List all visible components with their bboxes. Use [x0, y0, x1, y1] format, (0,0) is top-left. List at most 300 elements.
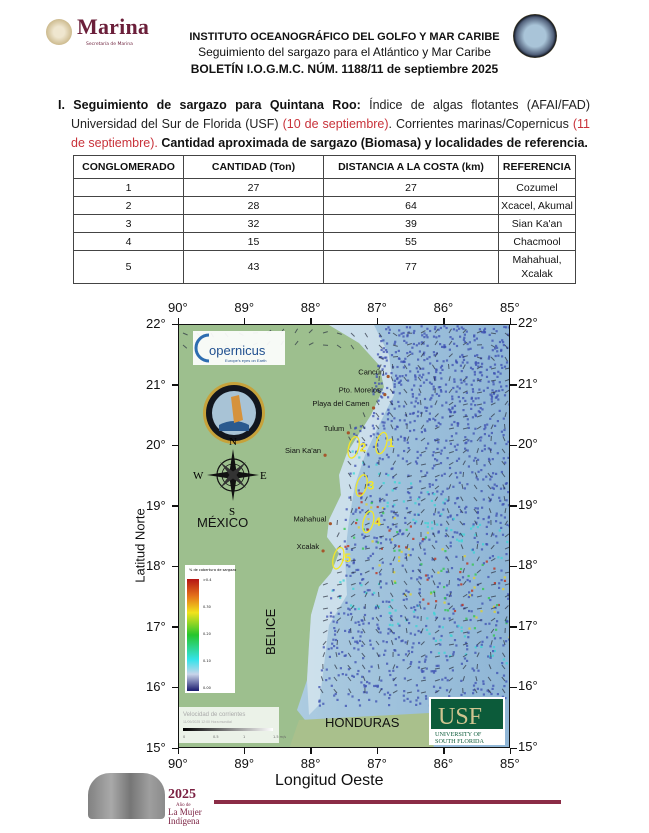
sargassum-pixel: [403, 500, 405, 502]
sargassum-pixel: [429, 413, 431, 415]
sargassum-pixel: [441, 404, 443, 406]
sargassum-map: [178, 324, 510, 748]
sargassum-pixel: [445, 391, 447, 393]
sargassum-pixel: [499, 529, 501, 531]
sargassum-pixel: [388, 601, 390, 603]
sargassum-pixel: [381, 396, 383, 398]
sargassum-pixel: [431, 394, 433, 396]
sargassum-pixel: [460, 694, 462, 696]
sargassum-pixel: [353, 676, 355, 678]
sargassum-pixel: [459, 336, 461, 338]
sargassum-pixel: [495, 624, 497, 626]
sargassum-pixel: [330, 615, 332, 617]
sargassum-pixel: [477, 526, 479, 528]
sargassum-pixel: [427, 443, 429, 445]
sargassum-pixel: [391, 354, 393, 356]
sargassum-pixel: [382, 458, 384, 460]
sargassum-pixel: [506, 662, 508, 664]
sargassum-pixel: [350, 473, 352, 475]
sargassum-pixel: [474, 457, 476, 459]
sargassum-pixel: [463, 337, 465, 339]
sargassum-pixel: [443, 586, 445, 588]
sargassum-pixel: [349, 609, 351, 611]
sargassum-pixel: [498, 390, 500, 392]
sargassum-pixel: [360, 573, 362, 575]
sargassum-pixel: [504, 580, 506, 582]
sargassum-pixel: [477, 688, 479, 690]
sargassum-pixel: [431, 521, 433, 523]
place-marker: [347, 431, 350, 434]
y-tick-left: 18°: [146, 558, 166, 574]
sargassum-pixel: [501, 579, 503, 581]
sargassum-pixel: [464, 341, 466, 343]
sargassum-pixel: [333, 645, 335, 647]
sargassum-pixel: [419, 350, 421, 352]
sargassum-pixel: [413, 611, 415, 613]
sargassum-pixel: [439, 687, 441, 689]
sargassum-pixel: [411, 389, 413, 391]
sargassum-pixel: [494, 611, 496, 613]
sargassum-pixel: [429, 330, 431, 332]
sargassum-pixel: [452, 653, 454, 655]
sargassum-pixel: [356, 519, 358, 521]
sargassum-pixel: [508, 326, 510, 328]
sargassum-pixel: [370, 555, 372, 557]
sargassum-pixel: [491, 398, 493, 400]
sargassum-pixel: [452, 669, 454, 671]
sargassum-pixel: [507, 598, 509, 600]
sargassum-pixel: [377, 627, 379, 629]
sargassum-pixel: [410, 632, 412, 634]
sargassum-pixel: [388, 628, 390, 630]
sargassum-pixel: [360, 425, 362, 427]
sargassum-pixel: [356, 673, 358, 675]
sargassum-pixel: [486, 526, 488, 528]
sargassum-pixel: [409, 421, 411, 423]
sargassum-pixel: [424, 398, 426, 400]
map-canvas: [179, 325, 510, 748]
sargassum-pixel: [409, 326, 411, 328]
sargassum-pixel: [387, 409, 389, 411]
sargassum-pixel: [493, 488, 495, 490]
sargassum-pixel: [334, 634, 336, 636]
sargassum-pixel: [492, 472, 494, 474]
sargassum-pixel: [410, 663, 412, 665]
sargassum-pixel: [415, 461, 417, 463]
sargassum-pixel: [474, 404, 476, 406]
marina-wordmark: Marina: [77, 14, 150, 39]
sargassum-pixel: [372, 415, 374, 417]
current-arrow: [337, 520, 338, 525]
sargassum-pixel: [424, 661, 426, 663]
sargassum-pixel: [450, 542, 452, 544]
sargassum-pixel: [420, 385, 422, 387]
sargassum-pixel: [408, 548, 410, 550]
sargassum-pixel: [436, 369, 438, 371]
sargassum-pixel: [384, 693, 386, 695]
sargassum-pixel: [412, 642, 414, 644]
sargassum-pixel: [396, 666, 398, 668]
sargassum-pixel: [360, 497, 362, 499]
sargassum-pixel: [377, 353, 379, 355]
sargassum-pixel: [474, 355, 476, 357]
sargassum-pixel: [457, 425, 459, 427]
sargassum-pixel: [369, 640, 371, 642]
sargassum-pixel: [470, 440, 472, 442]
colorbar-tick-label: 0.00: [203, 686, 211, 690]
sargassum-pixel: [328, 677, 330, 679]
sargassum-pixel: [457, 325, 459, 327]
sargassum-pixel: [361, 534, 363, 536]
sargassum-pixel: [405, 342, 407, 344]
x-tick-top: 87°: [367, 300, 387, 315]
sargassum-pixel: [405, 590, 407, 592]
sargassum-pixel: [418, 667, 420, 669]
sargassum-pixel: [391, 467, 393, 469]
sargassum-pixel: [438, 395, 440, 397]
sargassum-pixel: [354, 465, 356, 467]
sargassum-pixel: [401, 333, 403, 335]
sargassum-pixel: [494, 425, 496, 427]
sargassum-pixel: [475, 397, 477, 399]
sargassum-pixel: [410, 554, 412, 556]
sargassum-pixel: [408, 447, 410, 449]
sargassum-pixel: [497, 693, 499, 695]
sargassum-pixel: [438, 652, 440, 654]
sargassum-pixel: [488, 521, 490, 523]
sargassum-pixel: [342, 673, 344, 675]
sargassum-pixel: [422, 599, 424, 601]
x-tick-top: 90°: [168, 300, 188, 315]
sargassum-pixel: [396, 366, 398, 368]
sargassum-pixel: [437, 586, 439, 588]
table-row: [74, 215, 576, 233]
sargassum-pixel: [394, 383, 396, 385]
sargassum-pixel: [386, 359, 388, 361]
sargassum-pixel: [439, 372, 441, 374]
sargassum-pixel: [454, 621, 456, 623]
copernicus-date: (11 de septiembre).: [71, 117, 590, 150]
sargassum-pixel: [357, 642, 359, 644]
sargassum-pixel: [345, 654, 347, 656]
footer-divider-bar: [214, 800, 561, 804]
sargassum-pixel: [495, 629, 497, 631]
sargassum-pixel: [396, 531, 398, 533]
sargassum-pixel: [394, 481, 396, 483]
intro-text-1: Índice de algas flotantes (AFAI/FAD) Universidad del Sur de Florida (USF): [71, 98, 590, 131]
sargassum-pixel: [491, 394, 493, 396]
sargassum-pixel: [505, 326, 507, 328]
sargassum-pixel: [493, 568, 495, 570]
sargassum-pixel: [330, 597, 332, 599]
section-intro: [58, 96, 590, 153]
sargassum-pixel: [473, 460, 475, 462]
sargassum-pixel: [409, 370, 411, 372]
sargassum-pixel: [391, 420, 393, 422]
sargassum-pixel: [503, 344, 505, 346]
sargassum-pixel: [509, 636, 511, 638]
sargassum-pixel: [428, 493, 430, 495]
sargassum-pixel: [417, 415, 419, 417]
sargassum-pixel: [383, 654, 385, 656]
sargassum-pixel: [413, 412, 415, 414]
sargassum-pixel: [508, 638, 510, 640]
sargassum-pixel: [451, 567, 453, 569]
sargassum-pixel: [375, 685, 377, 687]
sargassum-pixel: [383, 428, 385, 430]
sargassum-pixel: [477, 541, 479, 543]
sargassum-pixel: [462, 604, 464, 606]
sargassum-pixel: [444, 447, 446, 449]
sargassum-pixel: [471, 594, 473, 596]
sargassum-pixel: [499, 341, 501, 343]
sargassum-pixel: [391, 599, 393, 601]
sargassum-pixel: [417, 359, 419, 361]
sargassum-pixel: [467, 439, 469, 441]
sargassum-pixel: [483, 562, 485, 564]
sargassum-pixel: [411, 651, 413, 653]
sargassum-pixel: [402, 458, 404, 460]
current-arrow: [406, 628, 407, 633]
place-marker: [372, 406, 375, 409]
sargassum-pixel: [404, 439, 406, 441]
sargassum-pixel: [441, 475, 443, 477]
sargassum-pixel: [398, 545, 400, 547]
sargassum-pixel: [488, 356, 490, 358]
colorbar-tick-label: >0.4: [203, 578, 212, 582]
sargassum-pixel: [398, 482, 400, 484]
sargassum-pixel: [474, 373, 476, 375]
sargassum-pixel: [418, 503, 420, 505]
sargassum-pixel: [466, 483, 468, 485]
sargassum-pixel: [349, 575, 351, 577]
sargassum-pixel: [409, 413, 411, 415]
sargassum-pixel: [474, 627, 476, 629]
cluster-label: 2: [359, 440, 367, 455]
sargassum-pixel: [424, 428, 426, 430]
sargassum-pixel: [461, 382, 463, 384]
sargassum-pixel: [387, 413, 389, 415]
sargassum-pixel: [444, 602, 446, 604]
sargassum-pixel: [412, 538, 414, 540]
sargassum-pixel: [440, 524, 442, 526]
sargassum-pixel: [472, 388, 474, 390]
bulletin-number: BOLETÍN I.O.G.M.C. NÚM. 1188/11 de septiembre 2025: [190, 62, 499, 76]
compass-e: E: [260, 470, 267, 482]
y-tick-left: 20°: [146, 437, 166, 453]
sargassum-pixel: [410, 577, 412, 579]
sargassum-pixel: [499, 410, 501, 412]
sargassum-pixel: [505, 385, 507, 387]
sargassum-pixel: [458, 396, 460, 398]
sargassum-pixel: [461, 370, 463, 372]
sargassum-pixel: [464, 436, 466, 438]
sargassum-pixel: [427, 532, 429, 534]
sargassum-pixel: [376, 624, 378, 626]
sargassum-pixel: [477, 478, 479, 480]
y-tick-mark: [510, 445, 517, 447]
sargassum-pixel: [398, 556, 400, 558]
sargassum-pixel: [486, 533, 488, 535]
cell-conglomerado: 5: [74, 251, 184, 284]
sargassum-pixel: [407, 491, 409, 493]
sargassum-pixel: [501, 389, 503, 391]
sargassum-pixel: [375, 572, 377, 574]
sargassum-pixel: [431, 500, 433, 502]
sargassum-pixel: [431, 670, 433, 672]
sargassum-pixel: [383, 425, 385, 427]
sargassum-pixel: [352, 513, 354, 515]
sargassum-pixel: [504, 576, 506, 578]
currents-title: Velocidad de corrientes: [183, 712, 246, 718]
x-tick-top: 86°: [433, 300, 454, 315]
sargassum-pixel: [341, 651, 343, 653]
y-tick-right: 18°: [518, 557, 538, 573]
sargassum-pixel: [447, 457, 449, 459]
sargassum-pixel: [446, 689, 448, 691]
sargassum-pixel: [503, 675, 505, 677]
sargassum-pixel: [444, 346, 446, 348]
sargassum-pixel: [475, 364, 477, 366]
sargassum-pixel: [460, 680, 462, 682]
sargassum-pixel: [456, 345, 458, 347]
sargassum-pixel: [469, 580, 471, 582]
sargassum-pixel: [503, 658, 505, 660]
sargassum-pixel: [429, 362, 431, 364]
sargassum-pixel: [432, 467, 434, 469]
sargassum-pixel: [450, 529, 452, 531]
sargassum-pixel: [439, 343, 441, 345]
sargassum-pixel: [388, 530, 390, 532]
sargassum-pixel: [420, 470, 422, 472]
sargassum-pixel: [416, 344, 418, 346]
sargassum-pixel: [432, 484, 434, 486]
sargassum-pixel: [386, 342, 388, 344]
sargassum-pixel: [348, 565, 350, 567]
compass-s: S: [229, 506, 236, 518]
sargassum-pixel: [451, 424, 453, 426]
sargassum-pixel: [441, 346, 443, 348]
sargassum-pixel: [477, 517, 479, 519]
sargassum-pixel: [429, 356, 431, 358]
sargassum-pixel: [416, 604, 418, 606]
sargassum-pixel: [433, 612, 435, 614]
sargassum-pixel: [458, 328, 460, 330]
sargassum-pixel: [481, 363, 483, 365]
sargassum-pixel: [419, 542, 421, 544]
sargassum-pixel: [394, 380, 396, 382]
sargassum-pixel: [336, 699, 338, 701]
sargassum-pixel: [387, 502, 389, 504]
sargassum-pixel: [465, 511, 467, 513]
sargassum-pixel: [500, 364, 502, 366]
sargassum-pixel: [433, 493, 435, 495]
sargassum-pixel: [393, 417, 395, 419]
sargassum-pixel: [470, 403, 472, 405]
place-label: Sian Ka'an: [285, 446, 322, 456]
sargassum-pixel: [473, 551, 475, 553]
sargassum-pixel: [434, 504, 436, 506]
sargassum-pixel: [387, 326, 389, 328]
sargassum-pixel: [455, 391, 457, 393]
sargassum-pixel: [384, 357, 386, 359]
sargassum-pixel: [353, 647, 355, 649]
sargassum-pixel: [417, 498, 419, 500]
sargassum-pixel: [387, 526, 389, 528]
sargassum-pixel: [444, 550, 446, 552]
sargassum-pixel: [495, 520, 497, 522]
sargassum-pixel: [497, 556, 499, 558]
sargassum-pixel: [413, 343, 415, 345]
sargassum-pixel: [509, 624, 510, 626]
sargassum-pixel: [373, 537, 375, 539]
sargassum-pixel: [496, 347, 498, 349]
sargassum-pixel: [381, 382, 383, 384]
sargassum-pixel: [359, 430, 361, 432]
sargassum-pixel: [435, 336, 437, 338]
sargassum-pixel: [440, 453, 442, 455]
cell-referencia: Sian Ka'an: [499, 215, 576, 233]
sargassum-pixel: [400, 615, 402, 617]
sargassum-pixel: [415, 378, 417, 380]
sargassum-pixel: [435, 371, 437, 373]
sargassum-pixel: [353, 472, 355, 474]
sargassum-pixel: [481, 408, 483, 410]
sargassum-pixel: [450, 515, 452, 517]
sargassum-pixel: [496, 542, 498, 544]
sargassum-pixel: [427, 526, 429, 528]
sargassum-pixel: [477, 459, 479, 461]
institute-title: INSTITUTO OCEANOGRÁFICO DEL GOLFO Y MAR CARIBE: [189, 31, 500, 43]
sargassum-pixel: [345, 575, 347, 577]
sargassum-pixel: [430, 591, 432, 593]
sargassum-pixel: [318, 686, 320, 688]
sargassum-pixel: [426, 358, 428, 360]
sargassum-pixel: [453, 378, 455, 380]
sargassum-pixel: [486, 369, 488, 371]
sargassum-pixel: [389, 329, 391, 331]
sargassum-pixel: [468, 575, 470, 577]
sargassum-pixel: [403, 450, 405, 452]
sargassum-pixel: [488, 517, 490, 519]
sargassum-pixel: [379, 631, 381, 633]
sargassum-pixel: [480, 689, 482, 691]
sargassum-pixel: [453, 343, 455, 345]
sargassum-pixel: [416, 462, 418, 464]
y-tick-left: 15°: [146, 740, 166, 755]
sargassum-pixel: [446, 527, 448, 529]
sargassum-pixel: [472, 549, 474, 551]
sargassum-pixel: [379, 564, 381, 566]
sargassum-pixel: [411, 646, 413, 648]
sargassum-pixel: [427, 345, 429, 347]
cell-distancia: 77: [324, 251, 499, 284]
sargassum-pixel: [453, 518, 455, 520]
sargassum-pixel: [456, 532, 458, 534]
sargassum-pixel: [389, 674, 391, 676]
sargassum-pixel: [425, 410, 427, 412]
sargassum-pixel: [376, 537, 378, 539]
sargassum-pixel: [449, 336, 451, 338]
sargassum-pixel: [378, 383, 380, 385]
sargassum-pixel: [392, 489, 394, 491]
sargassum-pixel: [333, 589, 335, 591]
sargassum-pixel: [505, 443, 507, 445]
cell-cantidad: 27: [184, 179, 324, 197]
sargassum-pixel: [433, 351, 435, 353]
sargassum-pixel: [361, 645, 363, 647]
sargassum-pixel: [439, 423, 441, 425]
